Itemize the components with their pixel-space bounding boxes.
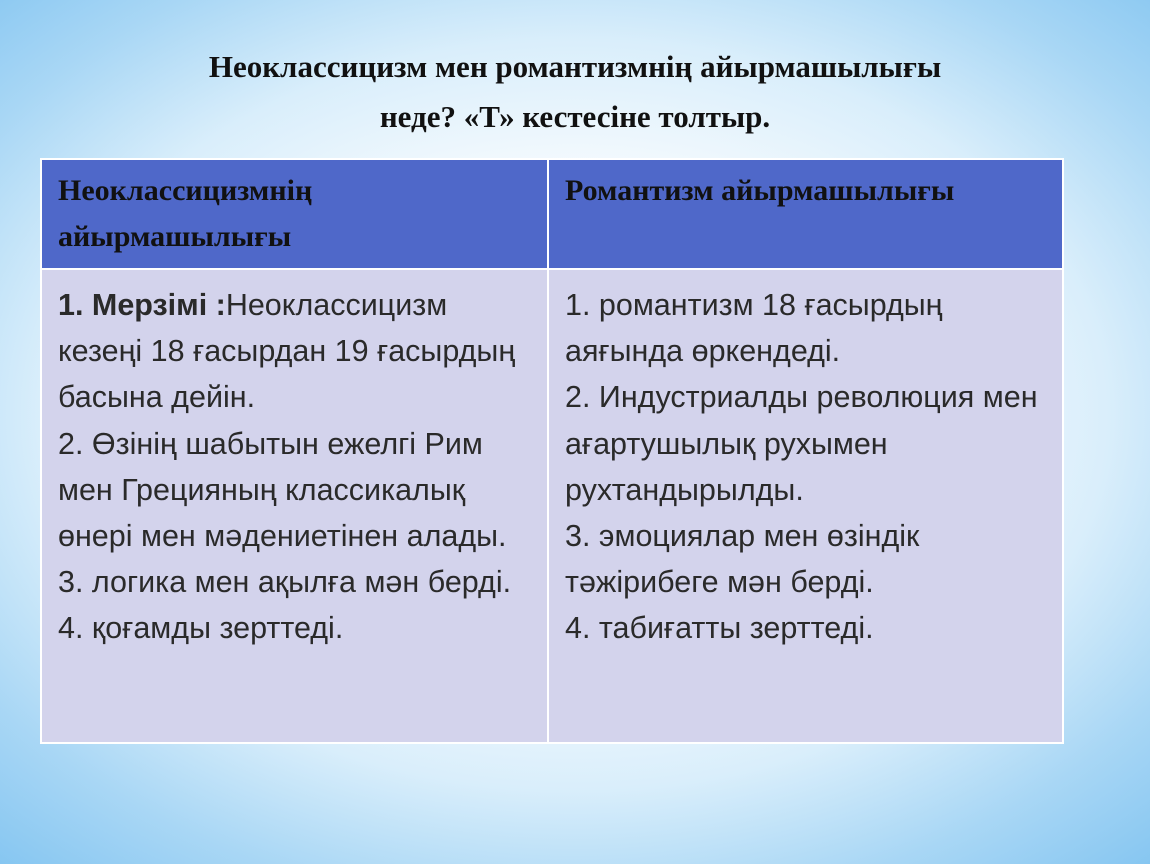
romanticism-cell <box>548 269 1063 743</box>
header-romanticism: Романтизм айырмашылығы <box>548 159 1063 269</box>
item-label: 1. Мерзімі : <box>58 288 226 322</box>
list-item: 2. Өзінің шабытын ежелгі Рим мен Грецияның классикалық өнері мен мәдениетінен алады. <box>58 426 507 554</box>
content-row <box>41 269 1063 743</box>
list-item: 3. логика мен ақылға мән берді. <box>58 565 512 600</box>
title-line-1: Неоклассицизм мен романтизмнің айырмашылығы <box>208 49 942 84</box>
header-neoclassicism: Неоклассицизмнің айырмашылығы <box>41 159 548 269</box>
slide-title <box>40 42 1110 142</box>
t-chart-table <box>40 158 1064 744</box>
title-line-2: неде? «Т» кестесіне толтыр. <box>379 99 771 134</box>
list-item: 3. эмоциялар мен өзіндік тәжірибеге мән берді. <box>565 519 920 600</box>
list-item <box>58 282 531 421</box>
neoclassicism-cell <box>41 269 548 743</box>
list-item: 1. романтизм 18 ғасырдың аяғында өркендеді. <box>565 288 943 369</box>
list-item: 4. қоғамды зерттеді. <box>58 611 344 646</box>
list-item: 4. табиғатты зерттеді. <box>565 611 874 646</box>
list-item: 2. Индустриалды революция мен ағартушылық рухымен рухтандырылды. <box>565 380 1038 507</box>
header-row <box>41 159 1063 269</box>
item-text: Неоклассицизм кезеңі 18 ғасырдан 19 ғасырдың басына дейін. <box>58 288 516 415</box>
